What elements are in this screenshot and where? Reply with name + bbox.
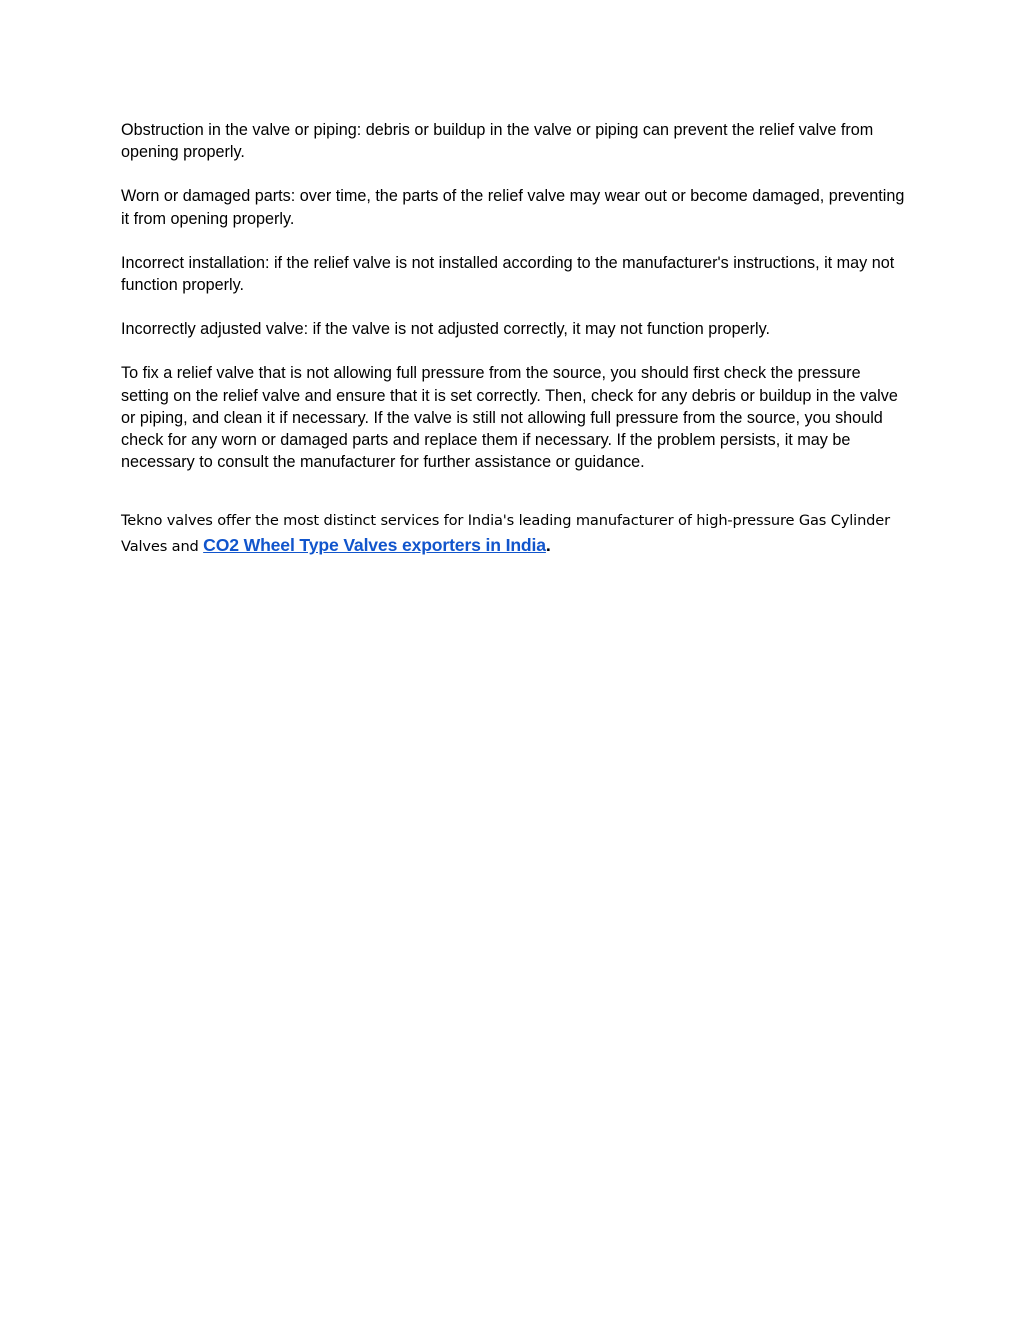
paragraph-fix-instructions: To fix a relief valve that is not allowing full pressure from the source, you should first check the pressure setting on the relief valve and ensure that it is set correctly. Then, check for any debris or buildup in the valve or piping, and clean it if necessary. If the valve is still not allowing full pressure from the source, you should check for any worn or damaged parts and replace them if necessary. If the problem persists, it may be necessary to consult the manufacturer for further assistance or guidance. [121,364,898,472]
paragraph-worn-parts: Worn or damaged parts: over time, the parts of the relief valve may wear out or become damaged, preventing it from opening properly. [121,187,905,228]
closing-period: . [545,535,551,555]
closing-section [121,509,906,559]
closing-text: Tekno valves offer the most distinct services for India's leading manufacturer of high-pressure Gas Cylinder Valves and [121,512,890,555]
co2-valves-exporters-link[interactable]: CO2 Wheel Type Valves exporters in India [203,535,546,555]
document-body [121,119,906,495]
paragraph-incorrect-installation: Incorrect installation: if the relief valve is not installed according to the manufacturer's instructions, it may not function properly. [121,253,895,295]
paragraph-obstruction: Obstruction in the valve or piping: debris or buildup in the valve or piping can prevent the relief valve from opening properly. [121,121,874,162]
paragraph-incorrect-adjustment: Incorrectly adjusted valve: if the valve is not adjusted correctly, it may not function properly. [121,320,770,339]
closing-paragraph [121,509,906,559]
